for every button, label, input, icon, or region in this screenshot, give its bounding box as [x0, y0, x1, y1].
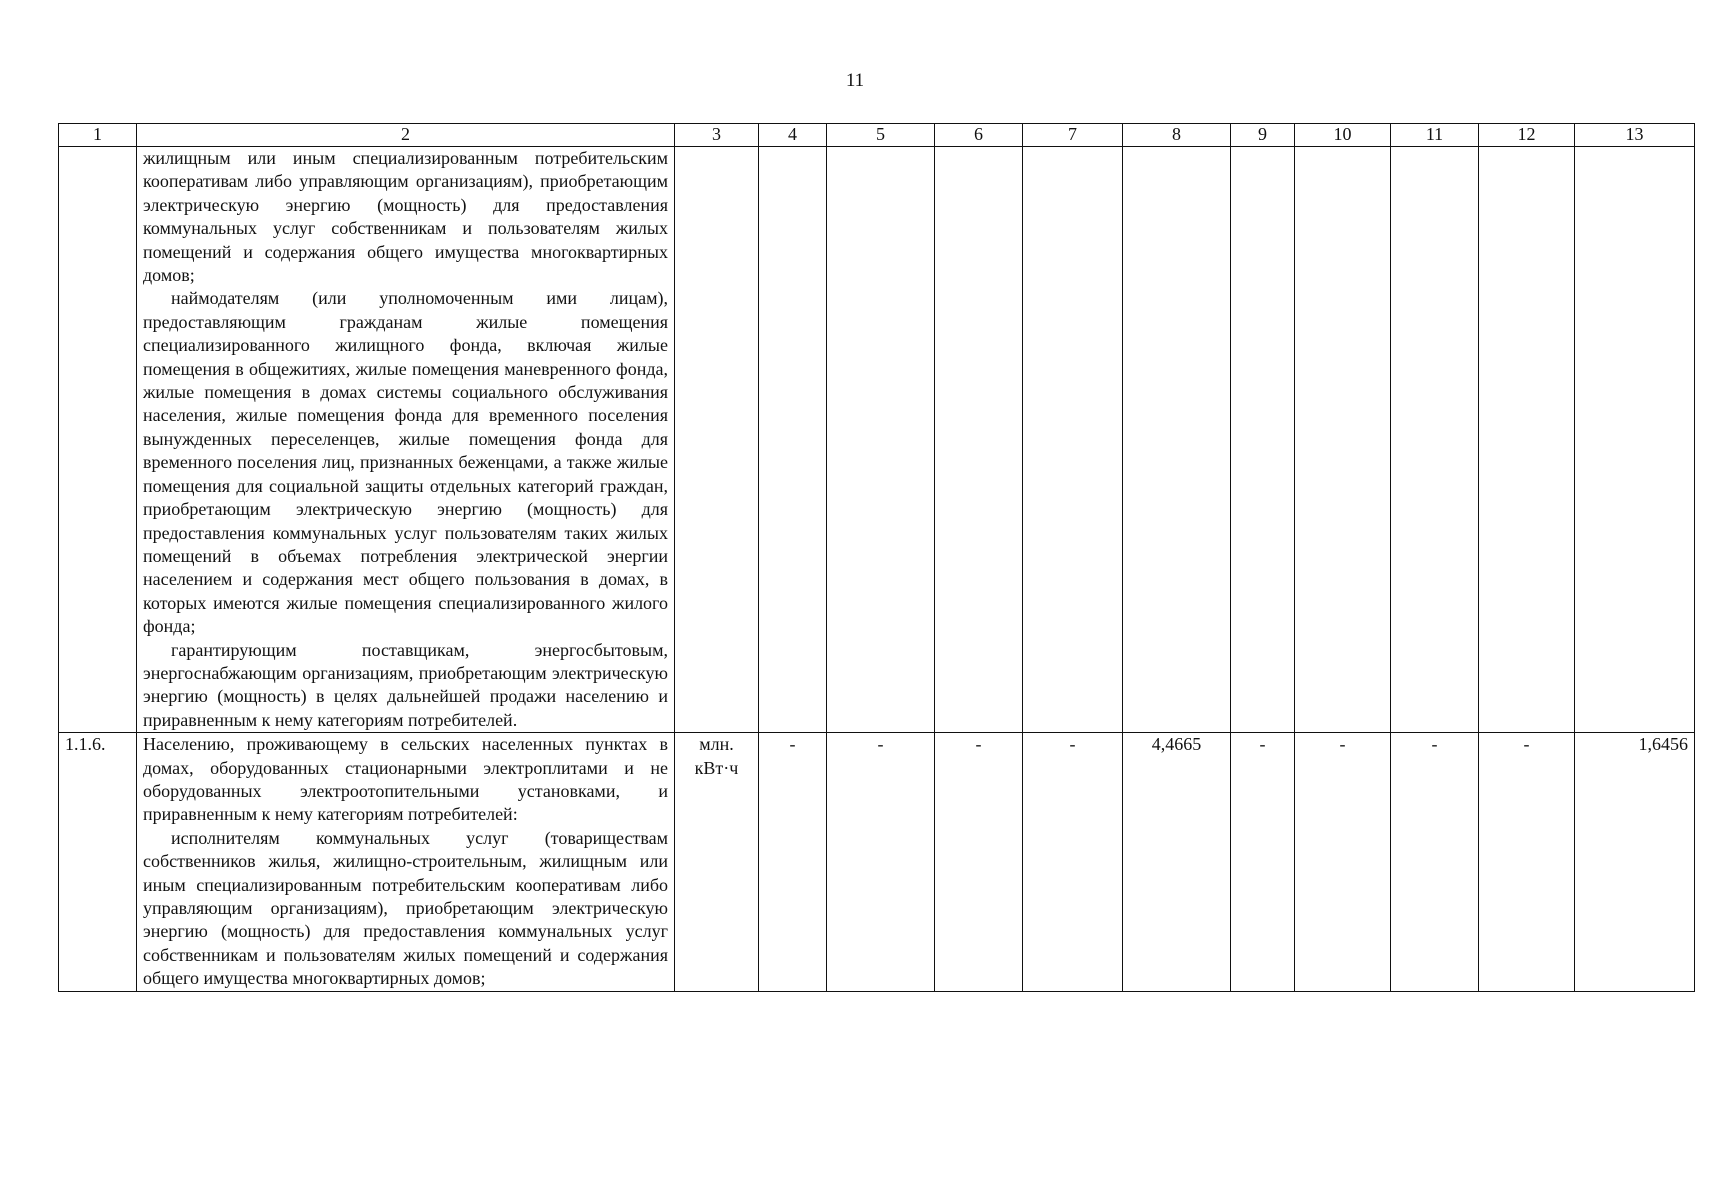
unit-line: млн. [699, 734, 734, 755]
column-header-2: 2 [137, 124, 675, 147]
column-header-1: 1 [59, 124, 137, 147]
value-cell-col8: 4,4665 [1123, 733, 1231, 991]
description-paragraph: наймодателям (или уполномоченным ими лицам), предоставляющим гражданам жилые помещения специализированного жилищного фонда, включая жилые помещения в общежитиях, жилые помещения маневренного фонда, жилые помещения в домах системы социального обслуживания населения, жилые помещения фонда для временного поселения вынужденных переселенцев, жилые помещения фонда для временного поселения лиц, признанных беженцами, а также жилые помещения для социальной защиты отдельных категорий граждан, приобретающим электрическую энергию (мощность) для предоставления коммунальных услуг пользователям таких жилых помещений в объемах потребления электрической энергии населением и содержания мест общего пользования в домах, в которых имеются жилые помещения специализированного жилого фонда; [143, 288, 668, 637]
column-header-12: 12 [1479, 124, 1575, 147]
table-row-continuation [59, 147, 1695, 733]
description-paragraph: гарантирующим поставщикам, энергосбытовым, энергоснабжающим организациям, приобретающим электрическую энергию (мощность) в целях дальнейшей продажи населению и приравненным к нему категориям потребителей. [143, 639, 668, 730]
value-cell-col7: - [1023, 733, 1123, 991]
description-paragraph: Населению, проживающему в сельских населенных пунктах в домах, оборудованных стационарными электроплитами и не оборудованных электроотопительными установками, и приравненным к нему категориям потребителей: [143, 734, 668, 825]
column-header-10: 10 [1295, 124, 1391, 147]
description-paragraph: жилищным или иным специализированным потребительским кооперативам либо управляющим организациям), приобретающим электрическую энергию (мощность) для предоставления коммунальных услуг собственникам и пользователям жилых помещений и содержания общего имущества многоквартирных домов; [143, 148, 668, 286]
value-cell-col12: - [1479, 733, 1575, 991]
value-cell-col6: - [935, 733, 1023, 991]
empty-cell [827, 147, 935, 733]
value-cell-col4: - [759, 733, 827, 991]
column-header-4: 4 [759, 124, 827, 147]
unit-line: кВт·ч [694, 757, 739, 778]
column-header-8: 8 [1123, 124, 1231, 147]
row-description [137, 147, 675, 733]
value-cell-col5: - [827, 733, 935, 991]
column-header-3: 3 [675, 124, 759, 147]
empty-cell [1295, 147, 1391, 733]
row-code: 1.1.6. [59, 733, 137, 991]
column-header-13: 13 [1575, 124, 1695, 147]
column-header-11: 11 [1391, 124, 1479, 147]
value-cell-col9: - [1231, 733, 1295, 991]
page-number: 11 [845, 70, 865, 91]
empty-cell [1123, 147, 1231, 733]
column-header-7: 7 [1023, 124, 1123, 147]
header-row [59, 124, 1695, 147]
empty-cell [675, 147, 759, 733]
value-cell-col10: - [1295, 733, 1391, 991]
value-cell-col13: 1,6456 [1575, 733, 1695, 991]
row-code [59, 147, 137, 733]
unit-cell [675, 733, 759, 991]
column-header-9: 9 [1231, 124, 1295, 147]
column-header-6: 6 [935, 124, 1023, 147]
empty-cell [1391, 147, 1479, 733]
empty-cell [1023, 147, 1123, 733]
description-paragraph: исполнителям коммунальных услуг (товариществам собственников жилья, жилищно-строительным, жилищным или иным специализированным потребительским кооперативам либо управляющим организациям), приобретающим электрическую энергию (мощность) для предоставления коммунальных услуг собственникам и пользователям жилых помещений и содержания общего имущества многоквартирных домов; [143, 827, 668, 989]
empty-cell [935, 147, 1023, 733]
table-row-1-1-6 [59, 733, 1695, 991]
column-header-5: 5 [827, 124, 935, 147]
empty-cell [1231, 147, 1295, 733]
row-description [137, 733, 675, 991]
empty-cell [1575, 147, 1695, 733]
empty-cell [759, 147, 827, 733]
empty-cell [1479, 147, 1575, 733]
tariff-table [58, 123, 1695, 992]
value-cell-col11: - [1391, 733, 1479, 991]
